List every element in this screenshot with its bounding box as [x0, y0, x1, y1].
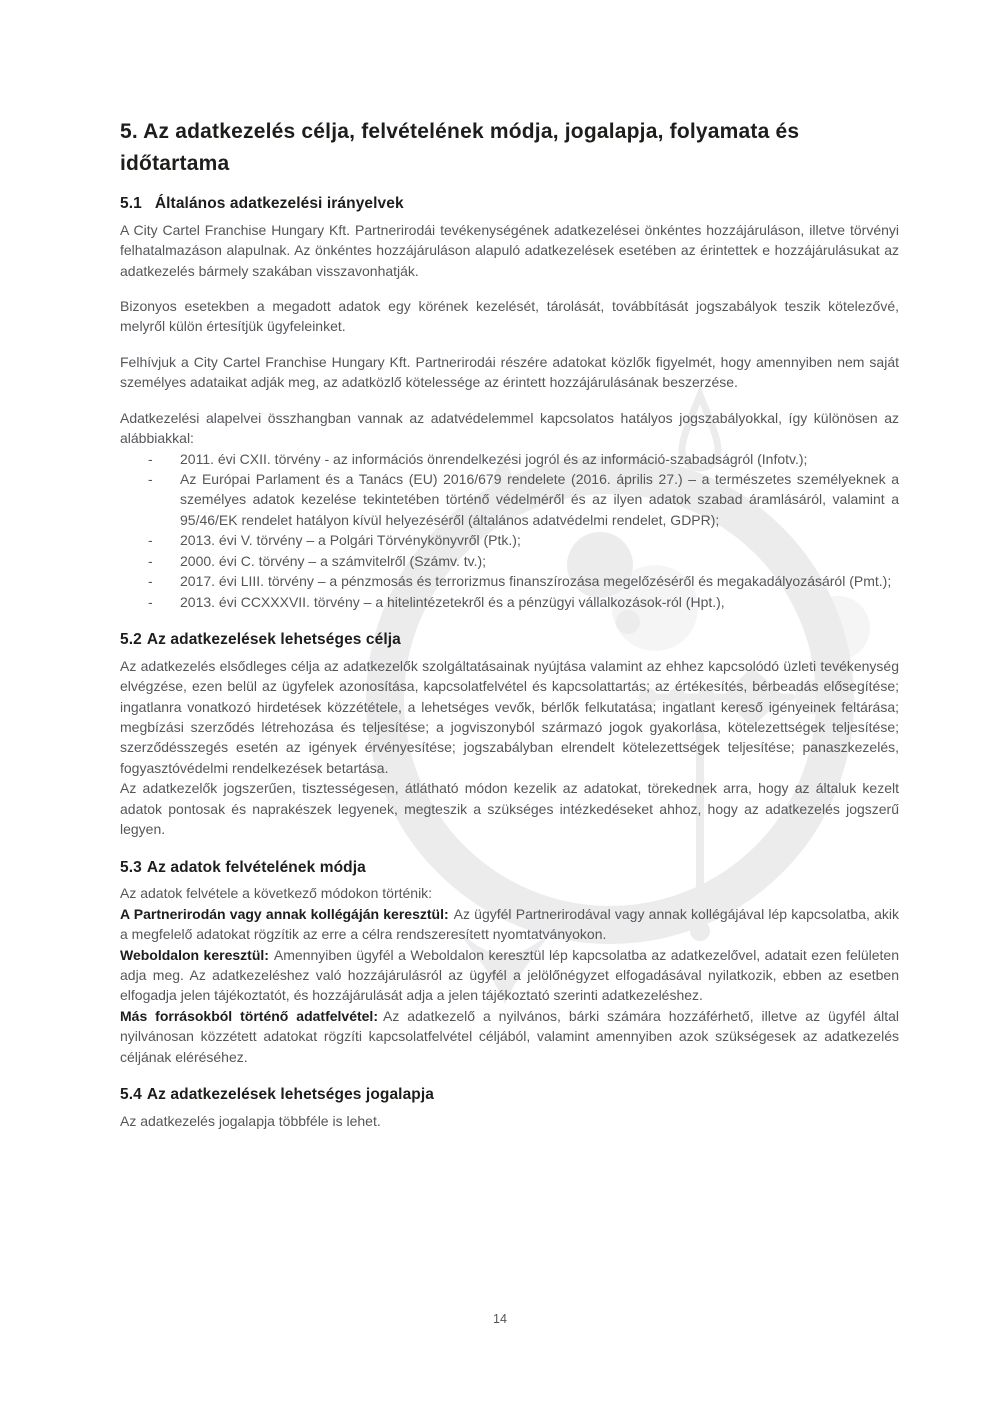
section-number: 5.3 [120, 858, 142, 876]
page-number: 14 [493, 1312, 507, 1326]
paragraph-lead: Más forrásokból történő adatfelvétel: [120, 1007, 378, 1024]
section-heading-5-2 [120, 629, 899, 652]
bullet-text: 2013. évi CCXXXVII. törvény – a hitelintézetekről és a pénzügyi vállalkozások-ról (Hpt.), [180, 593, 725, 610]
paragraph-text: Amennyiben ügyfél a Weboldalon keresztül lép kapcsolatba az adatkezelővel, adatait ezen felületen adja meg. Az adatkezeléshez való hozzájárulásról az ügyfél a jelölőnégyzet elfogadásával nyilatkozik, ebben az esetben elfogadja jelen tájékoztatót, és hozzájárulását adja a jelen tájékoztató szerinti adatkezeléshez. [120, 946, 899, 1004]
section-heading-5-1 [120, 193, 899, 216]
bullet-dash: - [148, 532, 153, 549]
bullet-item [148, 449, 899, 469]
paragraph: Felhívjuk a City Cartel Franchise Hungary Kft. Partnerirodái részére adatokat közlők figyelmét, hogy amennyiben nem saját személyes adataikat adják meg, az adatközlő kötelessége az érintett hozzájárulásának beszerzése. [120, 353, 899, 391]
bullet-dash: - [148, 573, 153, 590]
paragraph: Bizonyos esetekben a megadott adatok egy körének kezelését, tárolását, továbbítását jogszabályok teszik kötelezővé, melyről külön értesítjük ügyfeleinket. [120, 297, 899, 335]
paragraph: Az adatkezelők jogszerűen, tisztességesen, átlátható módon kezelik az adatokat, törekednek arra, hogy az általuk kezelt adatok pontosak és naprakészek legyenek, megteszik a szükséges intézkedéseket ahhoz, hogy az adatkezelés jogszerű legyen. [120, 780, 899, 838]
section-title: Általános adatkezelési irányelvek [154, 195, 404, 212]
paragraph: Az adatok felvétele a következő módokon történik: [120, 885, 433, 902]
paragraph-text: Az adatkezelő a nyilvános, bárki számára hozzáférhető, illetve az ügyfél által nyilvánosan közzétett adatokat rögzíti kapcsolatfelvétel céljából, valamint amennyiben azok szükségesek az adatkezelés céljának eléréséhez. [120, 1007, 900, 1065]
bullet-dash: - [148, 450, 153, 467]
bullet-item [148, 571, 899, 591]
bullet-item [148, 592, 899, 612]
section-number: 5.4 [120, 1086, 142, 1104]
paragraph-text: Az ügyfél Partnerirodával vagy annak kollégájával lép kapcsolatba, akik a megfelelő adatokat rögzítik az erre a célra rendszeresített nyomtatványokon. [120, 905, 900, 943]
section-title: Az adatok felvételének módja [146, 858, 366, 876]
paragraph: Adatkezelési alapelvei összhangban vannak az adatvédelemmel kapcsolatos hatályos jogszabályokkal, így különösen az alábbiakkal: [120, 409, 899, 447]
section-number: 5.2 [120, 631, 142, 649]
law-bullet-list [148, 449, 899, 613]
bullet-item [148, 551, 899, 571]
section-heading-5-4 [120, 1084, 899, 1107]
bullet-text: Az Európai Parlament és a Tanács (EU) 2016/679 rendelete (2016. április 27.) – a természetes személyeknek a személyes adatok kezelése tekintetében történő védelméről és az ilyen adatok szabad áramlásáról, valamint a 95/46/EK rendelet hatályon kívül helyezéséről (általános adatvédelmi rendelet, GDPR); [180, 471, 899, 528]
paragraph-lead: Weboldalon keresztül: [120, 946, 269, 963]
paragraph-with-lead [120, 945, 899, 1006]
bullet-dash: - [148, 471, 153, 487]
section-title: Az adatkezelések lehetséges célja [146, 631, 401, 649]
paragraph-with-lead [120, 904, 899, 945]
paragraph: Az adatkezelés jogalapja többféle is lehet. [120, 1112, 381, 1129]
paragraph: Az adatkezelés elsődleges célja az adatkezelők szolgáltatásainak nyújtása valamint az ehhez kapcsolódó üzleti tevékenység elvégzése, ezen belül az ügyfelek azonosítása, kapcsolatfelvétel és kapcsolattartás; az értékesítés, bérbeadás elősegítése; ingatlanra vonatkozó hirdetések közzététele, a lehetséges vevők, bérlők felkutatása; ingatlant kereső igényeinek feltárása; megbízási szerződés létrehozása és teljesítése; a jogviszonyból származó jogok gyakorlása, kötelezettségek teljesítése; szerződésszegés esetén az igények érvényesítése; jogszabályban elrendelt kötelezettségek teljesítése; panaszkezelés, fogyasztóvédelmi rendelkezések betartása. [120, 657, 899, 776]
section-number: 5.1 [120, 195, 142, 212]
document-body [120, 116, 899, 1131]
bullet-item [148, 530, 899, 550]
bullet-text: 2013. évi V. törvény – a Polgári Törvénykönyvről (Ptk.); [180, 532, 521, 549]
bullet-item [148, 469, 899, 530]
bullet-dash: - [148, 593, 153, 610]
paragraph-lead: A Partnerirodán vagy annak kollégáján keresztül: [120, 905, 449, 922]
section-heading-5-3 [120, 857, 899, 880]
bullet-text: 2017. évi LIII. törvény – a pénzmosás és terrorizmus finanszírozása megelőzéséről és megakadályozásáról (Pmt.); [180, 573, 892, 590]
bullet-text: 2000. évi C. törvény – a számvitelről (Számv. tv.); [180, 552, 487, 569]
bullet-text: 2011. évi CXII. törvény - az információs önrendelkezési jogról és az információ-szabadságról (Infotv.); [180, 450, 808, 467]
paragraph-with-lead [120, 1006, 899, 1067]
bullet-dash: - [148, 552, 153, 569]
page-title: 5. Az adatkezelés célja, felvételének módja, jogalapja, folyamata és időtartama [120, 120, 800, 175]
section-title: Az adatkezelések lehetséges jogalapja [146, 1086, 435, 1104]
paragraph: A City Cartel Franchise Hungary Kft. Partnerirodái tevékenységének adatkezelései önkéntes hozzájáruláson, illetve törvényi felhatalmazáson alapulnak. Az önkéntes hozzájáruláson alapuló adatkezelések esetében az érintettek e hozzájárulásukat az adatkezelés bármely szakában visszavonhatják. [120, 221, 899, 279]
